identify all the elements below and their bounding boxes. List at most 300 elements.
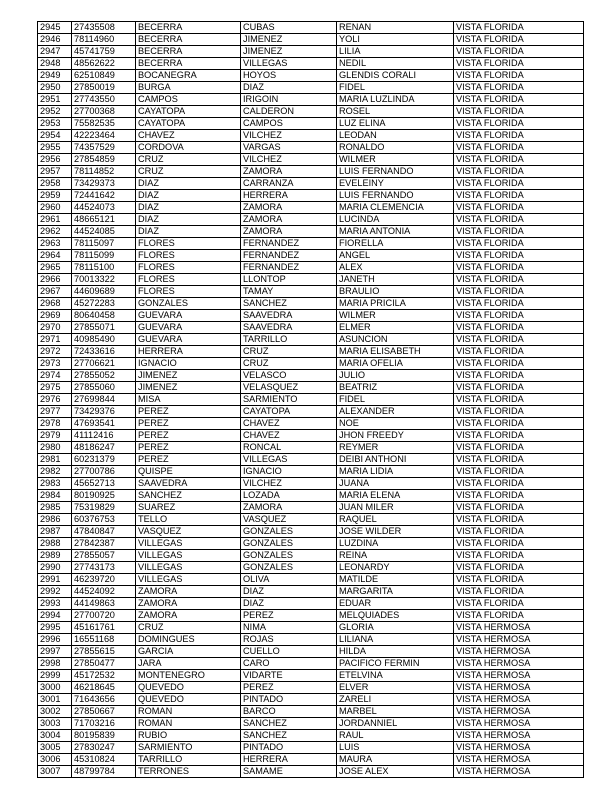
row-number-cell: 2971 [38,334,72,346]
id-number-cell: 80190925 [72,490,136,502]
id-number-cell: 47840847 [72,526,136,538]
table-row [38,562,584,574]
given-names-cell: ALEXANDER [337,406,454,418]
row-number-cell: 2947 [38,46,72,58]
sector-cell: VISTA FLORIDA [454,58,584,70]
id-number-cell: 27850019 [72,82,136,94]
first-surname-cell: VILLEGAS [136,538,241,550]
table-row [38,202,584,214]
given-names-cell: FIDEL [337,82,454,94]
row-number-cell: 2997 [38,646,72,658]
row-number-cell: 2945 [38,22,72,34]
given-names-cell: LUIS FERNANDO [337,166,454,178]
table-row [38,34,584,46]
sector-cell: VISTA FLORIDA [454,214,584,226]
row-number-cell: 2984 [38,490,72,502]
first-surname-cell: DOMINGUES [136,634,241,646]
sector-cell: VISTA FLORIDA [454,94,584,106]
table-row [38,670,584,682]
sector-cell: VISTA FLORIDA [454,526,584,538]
roster-table [37,21,584,778]
id-number-cell: 71703216 [72,718,136,730]
first-surname-cell: CAYATOPA [136,106,241,118]
sector-cell: VISTA HERMOSA [454,682,584,694]
row-number-cell: 2948 [38,58,72,70]
second-surname-cell: PINTADO [241,694,337,706]
given-names-cell: JULIO [337,370,454,382]
first-surname-cell: CRUZ [136,622,241,634]
table-row [38,406,584,418]
table-row [38,586,584,598]
id-number-cell: 46239720 [72,574,136,586]
given-names-cell: RAUL [337,730,454,742]
id-number-cell: 27743173 [72,562,136,574]
id-number-cell: 27699844 [72,394,136,406]
table-row [38,538,584,550]
first-surname-cell: TERRONES [136,766,241,778]
table-row [38,730,584,742]
table-row [38,526,584,538]
sector-cell: VISTA FLORIDA [454,34,584,46]
sector-cell: VISTA FLORIDA [454,586,584,598]
given-names-cell: MARGARITA [337,586,454,598]
given-names-cell: LUZDINA [337,538,454,550]
row-number-cell: 3002 [38,706,72,718]
given-names-cell: DEIBI ANTHONI [337,454,454,466]
id-number-cell: 27435508 [72,22,136,34]
id-number-cell: 44524073 [72,202,136,214]
first-surname-cell: QUEVEDO [136,682,241,694]
sector-cell: VISTA FLORIDA [454,118,584,130]
first-surname-cell: QUEVEDO [136,694,241,706]
table-row [38,154,584,166]
table-row [38,58,584,70]
given-names-cell: ASUNCION [337,334,454,346]
first-surname-cell: VILLEGAS [136,550,241,562]
second-surname-cell: ZAMORA [241,202,337,214]
sector-cell: VISTA FLORIDA [454,250,584,262]
given-names-cell: MATILDE [337,574,454,586]
second-surname-cell: VILCHEZ [241,154,337,166]
row-number-cell: 2958 [38,178,72,190]
table-row [38,682,584,694]
id-number-cell: 75319829 [72,502,136,514]
table-row [38,574,584,586]
given-names-cell: EDUAR [337,598,454,610]
row-number-cell: 2964 [38,250,72,262]
first-surname-cell: SANCHEZ [136,490,241,502]
table-row [38,226,584,238]
second-surname-cell: ROJAS [241,634,337,646]
sector-cell: VISTA FLORIDA [454,274,584,286]
row-number-cell: 2995 [38,622,72,634]
table-row [38,442,584,454]
second-surname-cell: OLIVA [241,574,337,586]
id-number-cell: 44524085 [72,226,136,238]
first-surname-cell: ROMAN [136,706,241,718]
first-surname-cell: FLORES [136,274,241,286]
given-names-cell: WILMER [337,154,454,166]
given-names-cell: JORDANNIEL [337,718,454,730]
sector-cell: VISTA FLORIDA [454,478,584,490]
sector-cell: VISTA FLORIDA [454,82,584,94]
second-surname-cell: HOYOS [241,70,337,82]
id-number-cell: 27855057 [72,550,136,562]
given-names-cell: YOLI [337,34,454,46]
given-names-cell: LILIA [337,46,454,58]
second-surname-cell: CALDERON [241,106,337,118]
second-surname-cell: GONZALES [241,550,337,562]
first-surname-cell: BECERRA [136,46,241,58]
id-number-cell: 62510849 [72,70,136,82]
row-number-cell: 2956 [38,154,72,166]
sector-cell: VISTA HERMOSA [454,754,584,766]
table-row [38,454,584,466]
table-row [38,610,584,622]
row-number-cell: 2962 [38,226,72,238]
second-surname-cell: TARRILLO [241,334,337,346]
table-row [38,478,584,490]
sector-cell: VISTA FLORIDA [454,334,584,346]
given-names-cell: MARIA LUZLINDA [337,94,454,106]
id-number-cell: 45272283 [72,298,136,310]
second-surname-cell: HERRERA [241,190,337,202]
id-number-cell: 45741759 [72,46,136,58]
table-row [38,358,584,370]
first-surname-cell: BECERRA [136,22,241,34]
row-number-cell: 2974 [38,370,72,382]
second-surname-cell: SAMAME [241,766,337,778]
id-number-cell: 60231379 [72,454,136,466]
second-surname-cell: PEREZ [241,682,337,694]
first-surname-cell: CHAVEZ [136,130,241,142]
sector-cell: VISTA FLORIDA [454,550,584,562]
sector-cell: VISTA HERMOSA [454,634,584,646]
table-row [38,82,584,94]
given-names-cell: MARBEL [337,706,454,718]
row-number-cell: 2953 [38,118,72,130]
second-surname-cell: CUELLO [241,646,337,658]
given-names-cell: GLORIA [337,622,454,634]
first-surname-cell: BURGA [136,82,241,94]
id-number-cell: 27854859 [72,154,136,166]
second-surname-cell: VELASQUEZ [241,382,337,394]
row-number-cell: 2946 [38,34,72,46]
first-surname-cell: ZAMORA [136,586,241,598]
first-surname-cell: FLORES [136,286,241,298]
given-names-cell: JHON FREEDY [337,430,454,442]
given-names-cell: JUAN MILER [337,502,454,514]
second-surname-cell: FERNANDEZ [241,250,337,262]
sector-cell: VISTA HERMOSA [454,670,584,682]
sector-cell: VISTA HERMOSA [454,706,584,718]
second-surname-cell: DIAZ [241,598,337,610]
first-surname-cell: IGNACIO [136,358,241,370]
given-names-cell: ALEX [337,262,454,274]
sector-cell: VISTA HERMOSA [454,646,584,658]
id-number-cell: 27850667 [72,706,136,718]
given-names-cell: REYMER [337,442,454,454]
given-names-cell: LUCINDA [337,214,454,226]
sector-cell: VISTA FLORIDA [454,178,584,190]
table-row [38,622,584,634]
first-surname-cell: DIAZ [136,214,241,226]
row-number-cell: 2955 [38,142,72,154]
table-row [38,298,584,310]
first-surname-cell: CORDOVA [136,142,241,154]
id-number-cell: 78115099 [72,250,136,262]
row-number-cell: 2976 [38,394,72,406]
given-names-cell: MELQUIADES [337,610,454,622]
row-number-cell: 2977 [38,406,72,418]
second-surname-cell: FERNANDEZ [241,262,337,274]
first-surname-cell: BOCANEGRA [136,70,241,82]
id-number-cell: 71643656 [72,694,136,706]
first-surname-cell: PEREZ [136,430,241,442]
sector-cell: VISTA FLORIDA [454,382,584,394]
second-surname-cell: DIAZ [241,586,337,598]
id-number-cell: 27700720 [72,610,136,622]
id-number-cell: 27850477 [72,658,136,670]
second-surname-cell: GONZALES [241,538,337,550]
given-names-cell: MARIA ANTONIA [337,226,454,238]
id-number-cell: 70013322 [72,274,136,286]
table-row [38,262,584,274]
second-surname-cell: VILCHEZ [241,130,337,142]
first-surname-cell: HERRERA [136,346,241,358]
table-row [38,718,584,730]
second-surname-cell: JIMENEZ [241,34,337,46]
first-surname-cell: GUEVARA [136,310,241,322]
first-surname-cell: BECERRA [136,34,241,46]
row-number-cell: 2965 [38,262,72,274]
row-number-cell: 2957 [38,166,72,178]
id-number-cell: 45161761 [72,622,136,634]
table-row [38,382,584,394]
table-row [38,418,584,430]
first-surname-cell: PEREZ [136,442,241,454]
id-number-cell: 45310824 [72,754,136,766]
given-names-cell: MARIA LIDIA [337,466,454,478]
table-row [38,214,584,226]
second-surname-cell: RONCAL [241,442,337,454]
row-number-cell: 2993 [38,598,72,610]
id-number-cell: 45172532 [72,670,136,682]
table-row [38,550,584,562]
sector-cell: VISTA HERMOSA [454,622,584,634]
id-number-cell: 27855052 [72,370,136,382]
first-surname-cell: CRUZ [136,154,241,166]
given-names-cell: LEODAN [337,130,454,142]
first-surname-cell: QUISPE [136,466,241,478]
row-number-cell: 2954 [38,130,72,142]
row-number-cell: 2992 [38,586,72,598]
table-row [38,766,584,778]
given-names-cell: NOE [337,418,454,430]
first-surname-cell: JIMENEZ [136,370,241,382]
given-names-cell: MARIA ELENA [337,490,454,502]
row-number-cell: 3006 [38,754,72,766]
sector-cell: VISTA FLORIDA [454,562,584,574]
first-surname-cell: DIAZ [136,178,241,190]
sector-cell: VISTA FLORIDA [454,262,584,274]
table-row [38,286,584,298]
table-row [38,46,584,58]
row-number-cell: 2988 [38,538,72,550]
id-number-cell: 73429376 [72,406,136,418]
first-surname-cell: ZAMORA [136,610,241,622]
second-surname-cell: VILLEGAS [241,454,337,466]
sector-cell: VISTA FLORIDA [454,514,584,526]
table-row [38,598,584,610]
id-number-cell: 27842387 [72,538,136,550]
first-surname-cell: RUBIO [136,730,241,742]
table-row [38,70,584,82]
sector-cell: VISTA FLORIDA [454,106,584,118]
second-surname-cell: CAMPOS [241,118,337,130]
given-names-cell: LEONARDY [337,562,454,574]
row-number-cell: 2973 [38,358,72,370]
given-names-cell: MARIA OFELIA [337,358,454,370]
first-surname-cell: GUEVARA [136,334,241,346]
row-number-cell: 2989 [38,550,72,562]
given-names-cell: ANGEL [337,250,454,262]
row-number-cell: 2963 [38,238,72,250]
id-number-cell: 27700786 [72,466,136,478]
second-surname-cell: NIMA [241,622,337,634]
first-surname-cell: FLORES [136,238,241,250]
row-number-cell: 2986 [38,514,72,526]
id-number-cell: 80195839 [72,730,136,742]
sector-cell: VISTA FLORIDA [454,406,584,418]
given-names-cell: REINA [337,550,454,562]
sector-cell: VISTA FLORIDA [454,154,584,166]
given-names-cell: MAURA [337,754,454,766]
table-row [38,658,584,670]
id-number-cell: 27700368 [72,106,136,118]
given-names-cell: WILMER [337,310,454,322]
sector-cell: VISTA FLORIDA [454,322,584,334]
given-names-cell: RAQUEL [337,514,454,526]
given-names-cell: ZARELI [337,694,454,706]
row-number-cell: 2980 [38,442,72,454]
row-number-cell: 2951 [38,94,72,106]
row-number-cell: 2990 [38,562,72,574]
sector-cell: VISTA FLORIDA [454,418,584,430]
row-number-cell: 3007 [38,766,72,778]
first-surname-cell: CAYATOPA [136,118,241,130]
first-surname-cell: TARRILLO [136,754,241,766]
id-number-cell: 27830247 [72,742,136,754]
row-number-cell: 2950 [38,82,72,94]
second-surname-cell: IRIGOIN [241,94,337,106]
row-number-cell: 2949 [38,70,72,82]
first-surname-cell: DIAZ [136,226,241,238]
id-number-cell: 27855071 [72,322,136,334]
first-surname-cell: VILLEGAS [136,574,241,586]
sector-cell: VISTA FLORIDA [454,22,584,34]
table-row [38,130,584,142]
second-surname-cell: VELASCO [241,370,337,382]
sector-cell: VISTA FLORIDA [454,286,584,298]
second-surname-cell: ZAMORA [241,226,337,238]
table-row [38,346,584,358]
second-surname-cell: GONZALES [241,562,337,574]
given-names-cell: HILDA [337,646,454,658]
given-names-cell: BEATRIZ [337,382,454,394]
second-surname-cell: LOZADA [241,490,337,502]
sector-cell: VISTA FLORIDA [454,502,584,514]
second-surname-cell: CRUZ [241,346,337,358]
table-row [38,694,584,706]
row-number-cell: 3003 [38,718,72,730]
sector-cell: VISTA FLORIDA [454,370,584,382]
second-surname-cell: TAMAY [241,286,337,298]
given-names-cell: MARIA PRICILA [337,298,454,310]
sector-cell: VISTA FLORIDA [454,310,584,322]
id-number-cell: 16551168 [72,634,136,646]
row-number-cell: 2978 [38,418,72,430]
first-surname-cell: JARA [136,658,241,670]
id-number-cell: 42223464 [72,130,136,142]
row-number-cell: 2952 [38,106,72,118]
row-number-cell: 2987 [38,526,72,538]
row-number-cell: 2985 [38,502,72,514]
second-surname-cell: ZAMORA [241,214,337,226]
table-row [38,466,584,478]
sector-cell: VISTA HERMOSA [454,742,584,754]
row-number-cell: 2960 [38,202,72,214]
id-number-cell: 60376753 [72,514,136,526]
id-number-cell: 72441642 [72,190,136,202]
id-number-cell: 27706621 [72,358,136,370]
id-number-cell: 48665121 [72,214,136,226]
id-number-cell: 48562622 [72,58,136,70]
table-row [38,430,584,442]
first-surname-cell: PEREZ [136,406,241,418]
sector-cell: VISTA HERMOSA [454,658,584,670]
second-surname-cell: HERRERA [241,754,337,766]
row-number-cell: 2961 [38,214,72,226]
sector-cell: VISTA FLORIDA [454,298,584,310]
row-number-cell: 2994 [38,610,72,622]
second-surname-cell: CHAVEZ [241,418,337,430]
row-number-cell: 2996 [38,634,72,646]
sector-cell: VISTA FLORIDA [454,574,584,586]
second-surname-cell: CAYATOPA [241,406,337,418]
second-surname-cell: VILLEGAS [241,58,337,70]
given-names-cell: ETELVINA [337,670,454,682]
row-number-cell: 3005 [38,742,72,754]
sector-cell: VISTA HERMOSA [454,730,584,742]
first-surname-cell: ROMAN [136,718,241,730]
id-number-cell: 74357529 [72,142,136,154]
second-surname-cell: ZAMORA [241,166,337,178]
first-surname-cell: GONZALES [136,298,241,310]
given-names-cell: FIORELLA [337,238,454,250]
table-row [38,238,584,250]
sector-cell: VISTA FLORIDA [454,166,584,178]
first-surname-cell: FLORES [136,262,241,274]
second-surname-cell: SARMIENTO [241,394,337,406]
id-number-cell: 27855615 [72,646,136,658]
roster-body [38,22,584,778]
first-surname-cell: FLORES [136,250,241,262]
table-row [38,706,584,718]
table-row [38,22,584,34]
given-names-cell: JUANA [337,478,454,490]
row-number-cell: 2966 [38,274,72,286]
